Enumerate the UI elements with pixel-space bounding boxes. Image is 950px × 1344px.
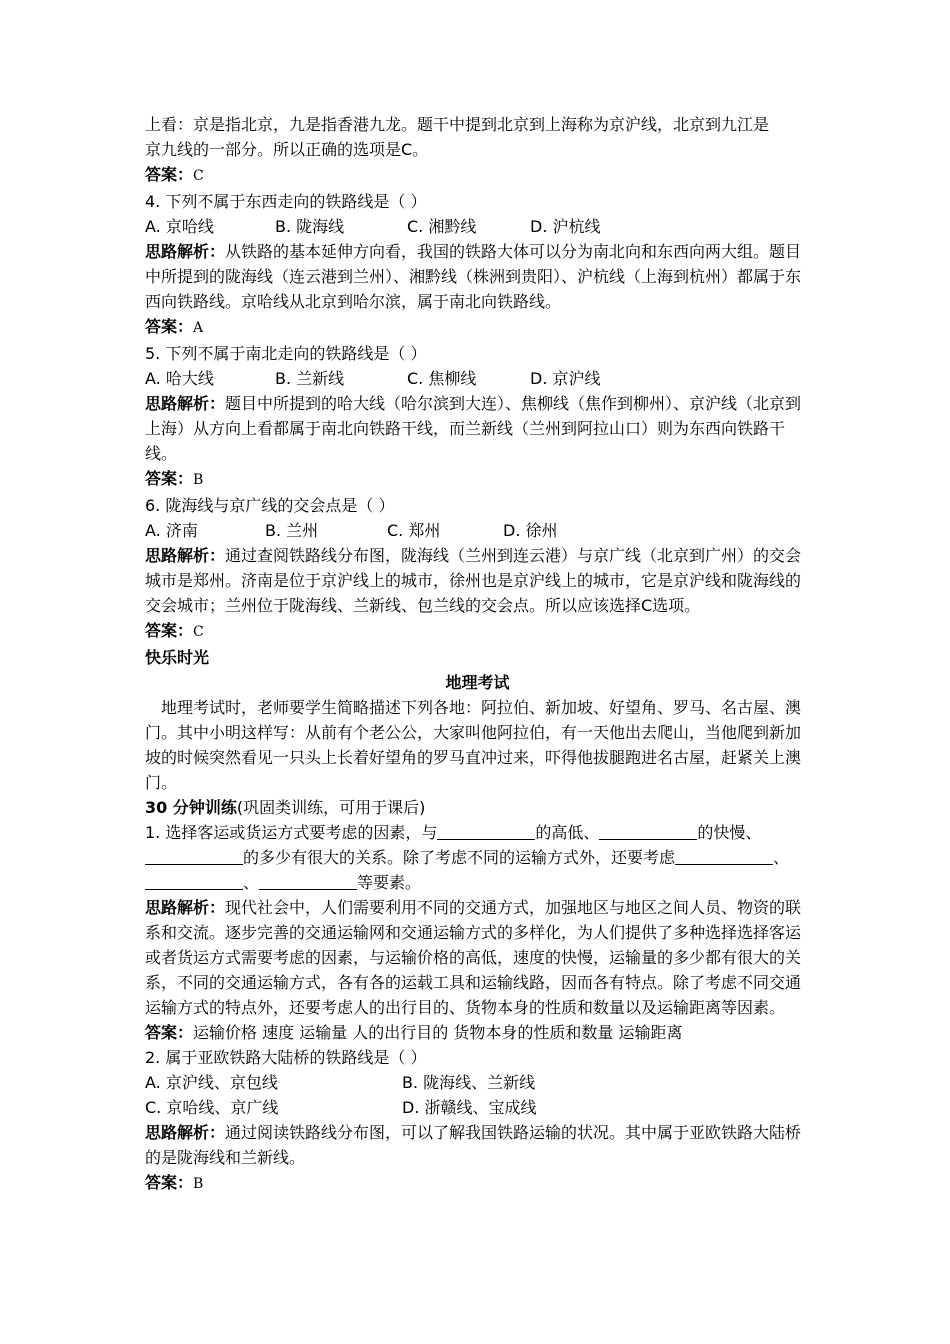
q4-analysis xyxy=(145,239,810,314)
t2-option-c: C. 京哈线、京广线 xyxy=(145,1098,279,1117)
t2-analysis xyxy=(145,1120,810,1170)
fun-section-heading: 快乐时光 xyxy=(145,648,210,667)
t2-option-d: D. 浙赣线、宝成线 xyxy=(402,1098,537,1117)
continued-analysis-line-1: 上看：京是指北京，九是指香港九龙。题干中提到北京到上海称为京沪线，北京到九江是 xyxy=(145,115,770,134)
t1-answer xyxy=(145,1020,810,1045)
t1-text-4: 的多少有很大的关系。除了考虑不同的运输方式外，还要考虑 xyxy=(243,848,676,867)
answer-value: 运输价格 速度 运输量 人的出行目的 货物本身的性质和数量 运输距离 xyxy=(193,1023,683,1042)
analysis-label: 思路解析： xyxy=(145,1123,226,1142)
q6-options xyxy=(145,518,810,543)
answer-label: 答案： xyxy=(145,317,194,336)
q6-option-b: B. 兰州 xyxy=(265,521,319,540)
q6-analysis xyxy=(145,543,810,618)
analysis-text: 现代社会中，人们需要利用不同的交通方式，加强地区与地区之间人员、物资的联系和交流。逐步完善的交通运输网和交通运输方式的多样化，为人们提供了多种选择选择客运或者货运方式需要考虑的因素，与运输价格的高低，速度的快慢，运输量的多少都有很大的关系，不同的交通运输方式，各有各的运载工具和运输线路，因而各有特点。除了考虑不同交通运输方式的特点外，还要考虑人的出行目的、货物本身的性质和数量以及运输距离等因素。 xyxy=(145,898,802,1017)
t1-text-3: 的快慢、 xyxy=(697,823,762,842)
q5-stem: 5. 下列不属于南北走向的铁路线是（ ） xyxy=(145,344,427,363)
q6-stem: 6. 陇海线与京广线的交会点是（ ） xyxy=(145,496,395,515)
q5-answer xyxy=(145,466,810,493)
t2-options-row-2 xyxy=(145,1095,810,1120)
blank-3[interactable] xyxy=(145,848,243,865)
t1-stem-line-3 xyxy=(145,870,810,895)
t1-text-2: 的高低、 xyxy=(535,823,600,842)
answer-label: 答案： xyxy=(145,469,194,488)
analysis-label: 思路解析： xyxy=(145,242,226,261)
q4-option-b: B. 陇海线 xyxy=(275,217,345,236)
fun-story-body: 地理考试时，老师要学生简略描述下列各地：阿拉伯、新加坡、好望角、罗马、名古屋、澳门。其中小明这样写：从前有个老公公，大家叫他阿拉伯，有一天他出去爬山，当他爬到新加坡的时候突然看见一只头上长着好望角的罗马直冲过来，吓得他拔腿跑进名古屋，赶紧关上澳门。 xyxy=(145,698,802,792)
q4-option-a: A. 京哈线 xyxy=(145,217,214,236)
q6-answer xyxy=(145,618,810,645)
t1-stem-line-1 xyxy=(145,820,810,845)
q3-answer xyxy=(145,162,810,189)
answer-value: C xyxy=(193,168,204,184)
t1-text-5: 、 xyxy=(773,848,790,867)
analysis-text: 从铁路的基本延伸方向看，我国的铁路大体可以分为南北向和东西向两大组。题目中所提到的陇海线（连云港到兰州）、湘黔线（株洲到贵阳）、沪杭线（上海到杭州）都属于东西向铁路线。京哈线从北京到哈尔滨，属于南北向铁路线。 xyxy=(145,242,802,311)
t2-answer xyxy=(145,1170,810,1197)
blank-4[interactable] xyxy=(675,848,773,865)
q4-option-c: C. 湘黔线 xyxy=(407,217,477,236)
t2-option-a: A. 京沪线、京包线 xyxy=(145,1073,278,1092)
training-heading xyxy=(145,795,810,820)
answer-value: A xyxy=(193,320,204,336)
q6-option-d: D. 徐州 xyxy=(503,521,558,540)
training-title: 30 分钟训练 xyxy=(145,798,237,817)
blank-6[interactable] xyxy=(259,873,357,890)
t1-stem-line-2 xyxy=(145,845,810,870)
analysis-label: 思路解析： xyxy=(145,898,226,917)
answer-value: B xyxy=(193,1176,204,1192)
analysis-text: 通过阅读铁路线分布图，可以了解我国铁路运输的状况。其中属于亚欧铁路大陆桥的是陇海线和兰新线。 xyxy=(145,1123,802,1167)
fun-story-title: 地理考试 xyxy=(445,673,510,692)
analysis-text: 题目中所提到的哈大线（哈尔滨到大连）、焦柳线（焦作到柳州）、京沪线（北京到上海）从方向上看都属于南北向铁路干线，而兰新线（兰州到阿拉山口）则为东西向铁路干线。 xyxy=(145,394,802,463)
q5-option-a: A. 哈大线 xyxy=(145,369,214,388)
continued-analysis-line-2: 京九线的一部分。所以正确的选项是C。 xyxy=(145,140,429,159)
answer-label: 答案： xyxy=(145,621,194,640)
answer-label: 答案： xyxy=(145,1173,194,1192)
q4-options xyxy=(145,214,810,239)
answer-value: C xyxy=(193,624,204,640)
t1-text-1: 1. 选择客运或货运方式要考虑的因素，与 xyxy=(145,823,438,842)
t2-stem: 2. 属于亚欧铁路大陆桥的铁路线是（ ） xyxy=(145,1048,427,1067)
q4-answer xyxy=(145,314,810,341)
q5-option-d: D. 京沪线 xyxy=(530,369,601,388)
t1-analysis xyxy=(145,895,810,1020)
t1-text-7: 等要素。 xyxy=(357,873,422,892)
q5-options xyxy=(145,366,810,391)
q6-option-c: C. 郑州 xyxy=(387,521,441,540)
t2-options-row-1 xyxy=(145,1070,810,1095)
answer-label: 答案： xyxy=(145,165,194,184)
t2-option-b: B. 陇海线、兰新线 xyxy=(402,1073,536,1092)
answer-label: 答案： xyxy=(145,1023,194,1042)
training-note: (巩固类训练，可用于课后) xyxy=(236,798,426,817)
blank-1[interactable] xyxy=(437,823,535,840)
t1-text-6: 、 xyxy=(243,873,260,892)
q6-option-a: A. 济南 xyxy=(145,521,198,540)
q4-stem: 4. 下列不属于东西走向的铁路线是（ ） xyxy=(145,192,427,211)
analysis-label: 思路解析： xyxy=(145,394,226,413)
q5-option-b: B. 兰新线 xyxy=(275,369,345,388)
document-page xyxy=(145,112,810,1197)
blank-2[interactable] xyxy=(599,823,697,840)
analysis-label: 思路解析： xyxy=(145,546,226,565)
q4-option-d: D. 沪杭线 xyxy=(530,217,601,236)
answer-value: B xyxy=(193,472,204,488)
blank-5[interactable] xyxy=(145,873,243,890)
q5-analysis xyxy=(145,391,810,466)
q5-option-c: C. 焦柳线 xyxy=(407,369,477,388)
analysis-text: 通过查阅铁路线分布图，陇海线（兰州到连云港）与京广线（北京到广州）的交会城市是郑州。济南是位于京沪线上的城市，徐州也是京沪线上的城市，它是京沪线和陇海线的交会城市；兰州位于陇海线、兰新线、包兰线的交会点。所以应该选择C选项。 xyxy=(145,546,802,615)
